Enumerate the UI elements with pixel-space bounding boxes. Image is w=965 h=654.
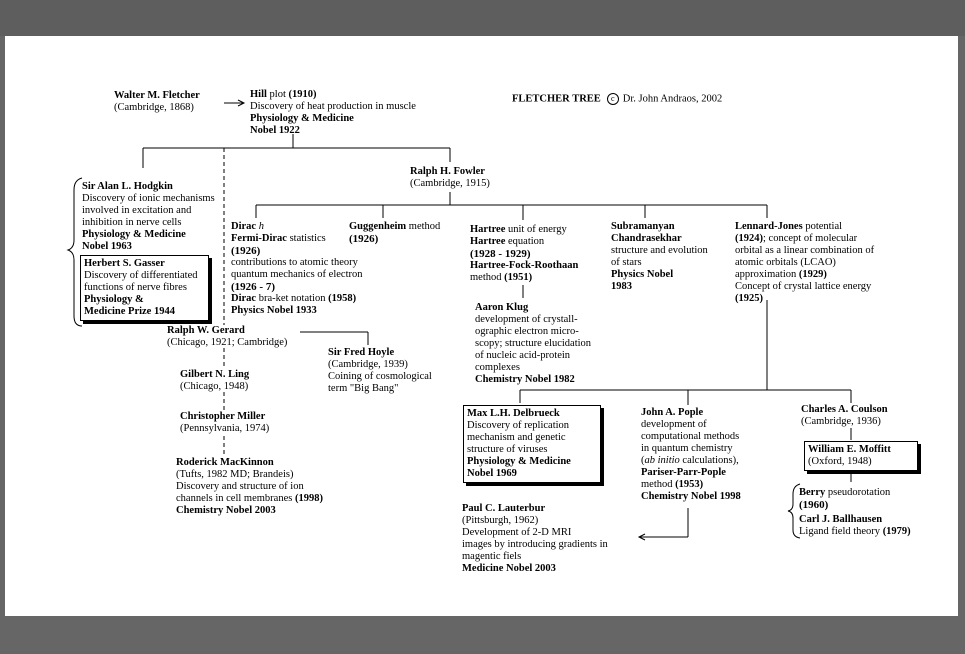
method: method [641, 479, 676, 490]
node-gasser [80, 255, 209, 321]
berry-name: Berry [799, 487, 826, 498]
desc-line: Discovery of differentiated [84, 270, 198, 281]
desc-line: complexes [475, 362, 520, 373]
desc-line: Development of 2-D MRI [462, 527, 572, 538]
desc-line: structure of viruses [467, 444, 548, 455]
node-lennard-jones [735, 221, 874, 305]
person-name: Max L.H. Delbrueck [467, 408, 560, 419]
calculations: calculations), [679, 455, 739, 466]
year: (1925) [735, 293, 763, 304]
person-info: (Tufts, 1982 MD; Brandeis) [176, 469, 294, 480]
person-name: Carl J. Ballhausen [799, 514, 883, 525]
prize-line: Physics Nobel [611, 269, 674, 280]
year: (1958) [328, 293, 357, 304]
dirac-h: h [258, 221, 264, 232]
dirac-name: Dirac [231, 293, 257, 304]
fermi-dirac: Fermi-Dirac [231, 233, 287, 244]
hill-year: (1910) [288, 89, 317, 100]
desc-line: Discovery of replication [467, 420, 570, 431]
desc-line: scopy; structure elucidation [475, 338, 592, 349]
node-coulson [801, 404, 888, 428]
title-text: FLETCHER TREE [512, 93, 601, 105]
statistics: statistics [286, 233, 326, 244]
person-info: (Oxford, 1948) [808, 456, 872, 467]
lj-name: Lennard-Jones [735, 221, 803, 232]
person-info: (Chicago, 1948) [180, 381, 249, 392]
node-hill [250, 89, 416, 137]
desc-line: mechanism and genetic [467, 432, 566, 443]
prize-line: Physics Nobel 1933 [231, 305, 317, 316]
tree-title [512, 93, 722, 105]
prize-line: Physiology & [84, 294, 144, 305]
node-hartree [470, 224, 578, 284]
copyright-icon: c [607, 93, 619, 105]
node-hoyle [328, 347, 432, 395]
node-moffitt [804, 441, 918, 471]
node-gerard [167, 325, 287, 349]
person-name: Sir Fred Hoyle [328, 347, 395, 358]
method: method [406, 221, 441, 232]
year: (1951) [504, 272, 533, 283]
node-mackinnon [176, 457, 323, 517]
desc-line: Concept of crystal lattice energy [735, 281, 872, 292]
person-name: Chandrasekhar [611, 233, 682, 244]
node-berry [799, 487, 890, 511]
person-info: (Cambridge, 1868) [114, 102, 194, 113]
person-name: Charles A. Coulson [801, 404, 888, 415]
hartree-name: Hartree [470, 224, 506, 235]
desc-line: contributions to atomic theory [231, 257, 358, 268]
year: (1953) [675, 479, 704, 490]
person-info: (Cambridge, 1936) [801, 416, 881, 427]
equation: equation [505, 236, 545, 247]
node-klug [475, 302, 591, 386]
node-hodgkin [82, 181, 215, 253]
node-ballhausen [799, 514, 911, 538]
bra-ket: bra-ket notation [256, 293, 329, 304]
desc-line: functions of nerve fibres [84, 282, 187, 293]
desc-line: ographic electron micro- [475, 326, 579, 337]
person-name: Paul C. Lauterbur [462, 503, 546, 514]
node-guggenheim [349, 221, 440, 245]
node-delbrueck [463, 405, 601, 483]
person-name: Aaron Klug [475, 302, 529, 313]
desc-line: of nucleic acid-protein [475, 350, 571, 361]
copyright-text: Dr. John Andraos, 2002 [622, 93, 723, 105]
desc-line: term "Big Bang" [328, 383, 399, 394]
pseudorotation: pseudorotation [825, 487, 891, 498]
desc-line: computational methods [641, 431, 740, 442]
desc-line: Discovery and structure of ion [176, 481, 304, 492]
prize-line: Nobel 1963 [82, 241, 132, 252]
hfr-method: Hartree-Fock-Roothaan [470, 260, 579, 271]
prize-line: Chemistry Nobel 1982 [475, 374, 575, 385]
prize-line: 1983 [611, 281, 632, 292]
prize-line: Chemistry Nobel 1998 [641, 491, 741, 502]
top-bar [0, 0, 965, 36]
node-chandrasekhar [611, 221, 708, 293]
desc-line: images by introducing gradients in [462, 539, 608, 550]
person-name: Herbert S. Gasser [84, 258, 165, 269]
person-name: Gilbert N. Ling [180, 369, 250, 380]
desc-line: approximation [735, 269, 799, 280]
desc-line: Ligand field theory [799, 526, 883, 537]
hill-name: Hill [250, 89, 267, 100]
person-name: Sir Alan L. Hodgkin [82, 181, 173, 192]
person-info: (Pittsburgh, 1962) [462, 515, 539, 526]
year: (1928 - 1929) [470, 248, 531, 260]
desc-line: of stars [611, 257, 642, 268]
ab-initio: ab initio [644, 455, 680, 466]
person-name: Christopher Miller [180, 411, 266, 422]
hill-prize: Physiology & Medicine [250, 113, 354, 124]
desc-line: Coining of cosmological [328, 371, 432, 382]
hill-desc: Discovery of heat production in muscle [250, 101, 416, 112]
desc-line: structure and evolution [611, 245, 708, 256]
desc-line: involved in excitation and [82, 205, 192, 216]
desc-line: magentic fiels [462, 551, 522, 562]
desc-line: in quantum chemistry [641, 443, 733, 454]
year: (1926) [231, 245, 261, 257]
year: (1929) [798, 269, 827, 280]
hill-plot: plot [266, 89, 289, 100]
desc-line: quantum mechanics of electron [231, 269, 363, 280]
prize-line: Physiology & Medicine [467, 456, 571, 467]
hartree-name: Hartree [470, 236, 506, 247]
hill-prize-year: Nobel 1922 [250, 125, 300, 136]
desc-line: inhibition in nerve cells [82, 217, 182, 228]
person-info: (Cambridge, 1939) [328, 359, 408, 370]
node-fowler [410, 166, 490, 190]
person-name: Walter M. Fletcher [114, 90, 200, 101]
desc-line: orbital as a linear combination of [735, 245, 875, 256]
desc-line: Discovery of ionic mechanisms [82, 193, 215, 204]
year: (1979) [882, 526, 911, 537]
year: (1924) [735, 233, 763, 244]
node-dirac [231, 221, 363, 317]
guggenheim-name: Guggenheim [349, 221, 407, 232]
desc-line: ; concept of molecular [763, 233, 858, 244]
desc-year: (1998) [294, 493, 323, 504]
node-pople [641, 407, 741, 503]
node-fletcher [114, 90, 200, 114]
node-ling [180, 369, 249, 393]
desc-line: development of crystall- [475, 314, 578, 325]
year: (1926 - 7) [231, 281, 275, 293]
prize-line: Medicine Prize 1944 [84, 306, 175, 317]
prize-line: Medicine Nobel 2003 [462, 563, 556, 574]
person-name: Roderick MacKinnon [176, 457, 274, 468]
method: method [470, 272, 505, 283]
person-name: Ralph H. Fowler [410, 166, 485, 177]
potential: potential [802, 221, 843, 232]
person-name: William E. Moffitt [808, 444, 891, 455]
prize-line: Physiology & Medicine [82, 229, 186, 240]
year: (1960) [799, 499, 829, 511]
person-info: (Cambridge, 1915) [410, 178, 490, 189]
person-info: (Pennsylvania, 1974) [180, 423, 270, 434]
person-name: Subramanyan [611, 221, 675, 232]
desc-line: atomic orbitals (LCAO) [735, 257, 836, 268]
unit: unit of energy [505, 224, 567, 235]
paren: ( [641, 455, 645, 466]
prize-line: Nobel 1969 [467, 468, 517, 479]
person-name: Ralph W. Gerard [167, 325, 245, 336]
prize-line: Chemistry Nobel 2003 [176, 505, 276, 516]
person-name: John A. Pople [641, 407, 704, 418]
year: (1926) [349, 233, 379, 245]
dirac-name: Dirac [231, 221, 259, 232]
node-miller [180, 411, 269, 435]
ppp-method: Pariser-Parr-Pople [641, 467, 726, 478]
person-info: (Chicago, 1921; Cambridge) [167, 337, 288, 348]
node-lauterbur [462, 503, 608, 575]
desc-line: development of [641, 419, 707, 430]
desc-line: channels in cell membranes [176, 493, 295, 504]
